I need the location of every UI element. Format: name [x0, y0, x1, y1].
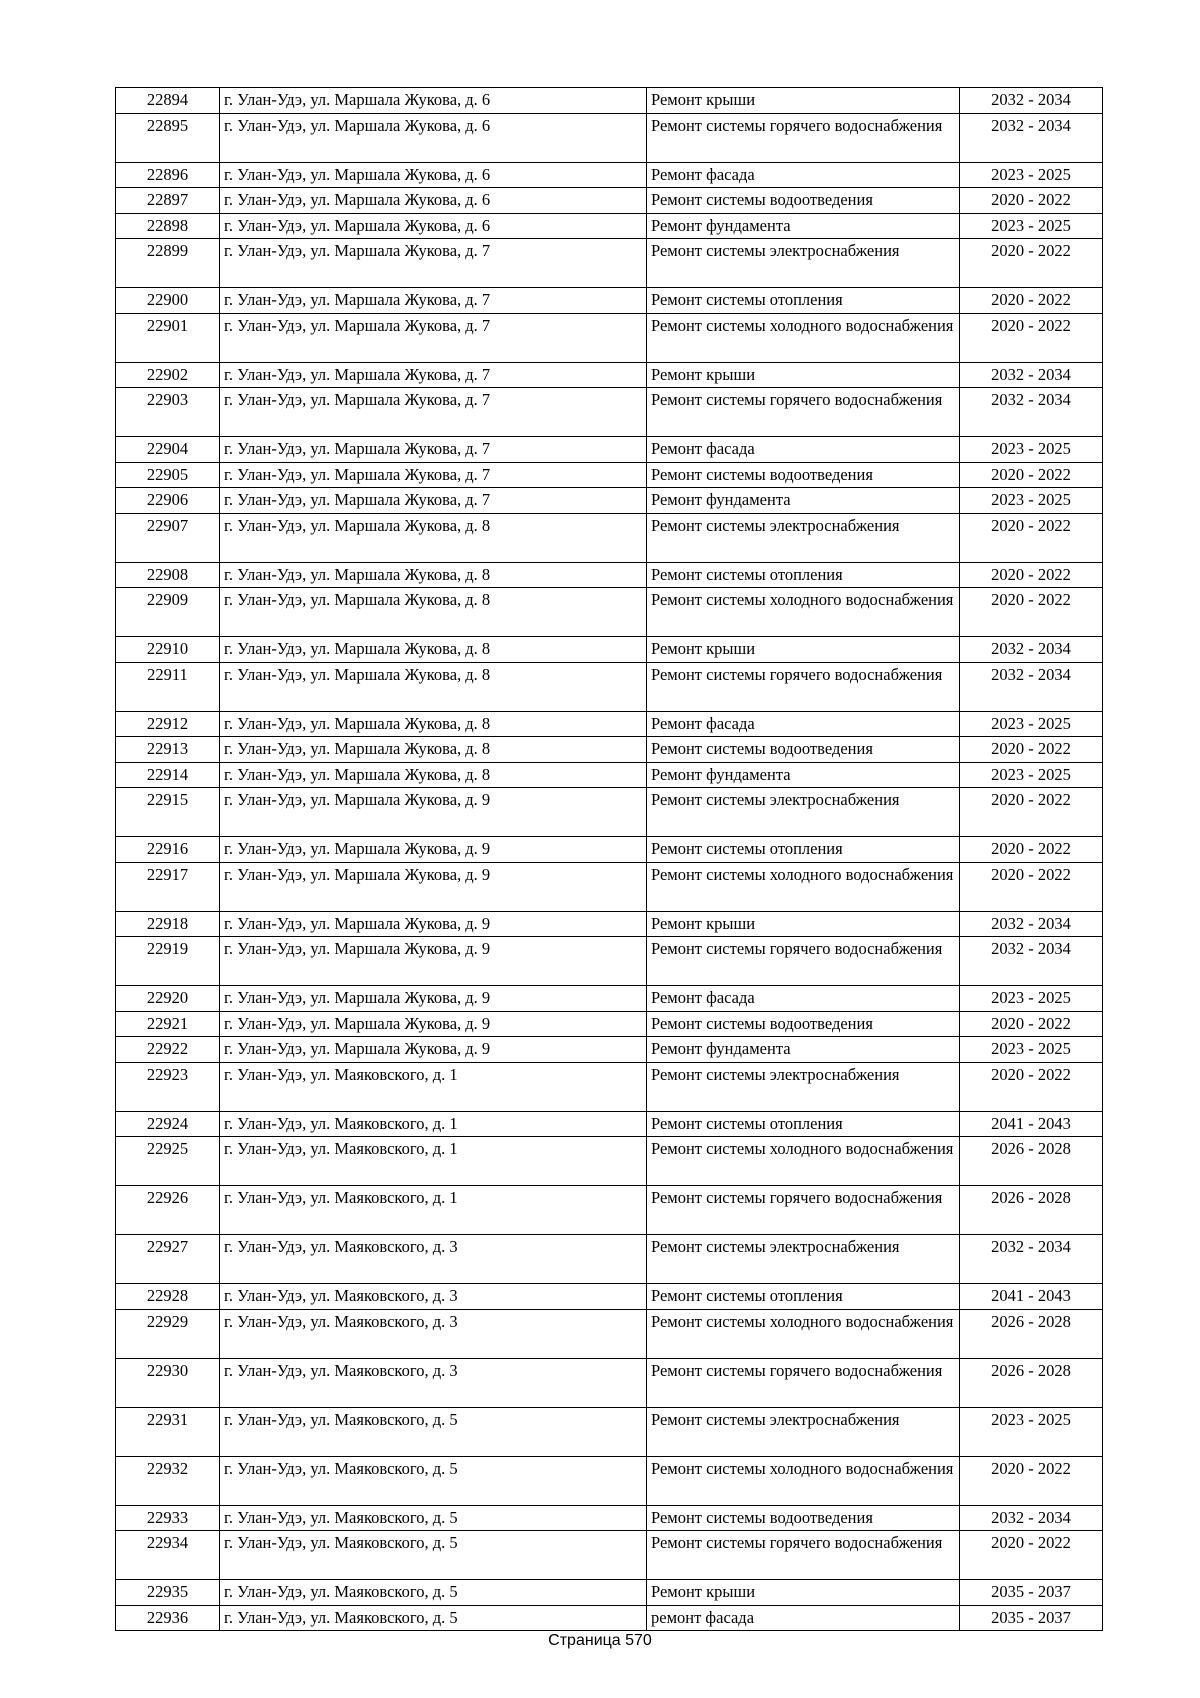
period-cell: 2032 - 2034	[960, 1235, 1103, 1284]
table-row	[116, 788, 1103, 837]
work-type-cell: Ремонт крыши	[647, 362, 960, 388]
row-number-cell: 22925	[116, 1137, 220, 1186]
work-type-cell: Ремонт системы отопления	[647, 288, 960, 314]
period-cell: 2023 - 2025	[960, 986, 1103, 1012]
table-row	[116, 1456, 1103, 1505]
address-cell: г. Улан-Удэ, ул. Маршала Жукова, д. 8	[220, 637, 647, 663]
address-cell: г. Улан-Удэ, ул. Маяковского, д. 3	[220, 1309, 647, 1358]
work-type-cell: Ремонт системы водоотведения	[647, 462, 960, 488]
work-type-cell: Ремонт фасада	[647, 711, 960, 737]
row-number-cell: 22922	[116, 1037, 220, 1063]
row-number-cell: 22930	[116, 1358, 220, 1407]
table-row	[116, 1137, 1103, 1186]
period-cell: 2023 - 2025	[960, 1037, 1103, 1063]
table-row	[116, 239, 1103, 288]
work-type-cell: Ремонт системы холодного водоснабжения	[647, 588, 960, 637]
work-type-cell: Ремонт системы электроснабжения	[647, 788, 960, 837]
table-row	[116, 437, 1103, 463]
work-type-cell: Ремонт системы горячего водоснабжения	[647, 662, 960, 711]
address-cell: г. Улан-Удэ, ул. Маршала Жукова, д. 8	[220, 562, 647, 588]
table-row	[116, 1037, 1103, 1063]
period-cell: 2020 - 2022	[960, 513, 1103, 562]
work-type-cell: Ремонт фасада	[647, 162, 960, 188]
work-type-cell: Ремонт крыши	[647, 911, 960, 937]
table-row	[116, 1531, 1103, 1580]
table-row	[116, 1605, 1103, 1631]
address-cell: г. Улан-Удэ, ул. Маяковского, д. 3	[220, 1284, 647, 1310]
address-cell: г. Улан-Удэ, ул. Маршала Жукова, д. 9	[220, 1011, 647, 1037]
work-type-cell: Ремонт системы холодного водоснабжения	[647, 1137, 960, 1186]
row-number-cell: 22932	[116, 1456, 220, 1505]
address-cell: г. Улан-Удэ, ул. Маршала Жукова, д. 9	[220, 1037, 647, 1063]
address-cell: г. Улан-Удэ, ул. Маяковского, д. 1	[220, 1062, 647, 1111]
address-cell: г. Улан-Удэ, ул. Маршала Жукова, д. 8	[220, 737, 647, 763]
period-cell: 2032 - 2034	[960, 637, 1103, 663]
address-cell: г. Улан-Удэ, ул. Маршала Жукова, д. 7	[220, 462, 647, 488]
table-row	[116, 911, 1103, 937]
table-row	[116, 637, 1103, 663]
work-type-cell: Ремонт системы водоотведения	[647, 737, 960, 763]
row-number-cell: 22929	[116, 1309, 220, 1358]
work-type-cell: Ремонт системы электроснабжения	[647, 1062, 960, 1111]
address-cell: г. Улан-Удэ, ул. Маяковского, д. 5	[220, 1505, 647, 1531]
row-number-cell: 22918	[116, 911, 220, 937]
period-cell: 2020 - 2022	[960, 837, 1103, 863]
row-number-cell: 22907	[116, 513, 220, 562]
work-type-cell: Ремонт системы электроснабжения	[647, 239, 960, 288]
row-number-cell: 22902	[116, 362, 220, 388]
table-row	[116, 313, 1103, 362]
period-cell: 2032 - 2034	[960, 113, 1103, 162]
row-number-cell: 22904	[116, 437, 220, 463]
address-cell: г. Улан-Удэ, ул. Маршала Жукова, д. 8	[220, 588, 647, 637]
period-cell: 2020 - 2022	[960, 188, 1103, 214]
period-cell: 2032 - 2034	[960, 937, 1103, 986]
work-type-cell: Ремонт фундамента	[647, 762, 960, 788]
period-cell: 2032 - 2034	[960, 362, 1103, 388]
work-type-cell: Ремонт системы электроснабжения	[647, 1407, 960, 1456]
work-type-cell: Ремонт системы холодного водоснабжения	[647, 1456, 960, 1505]
row-number-cell: 22894	[116, 88, 220, 114]
address-cell: г. Улан-Удэ, ул. Маршала Жукова, д. 7	[220, 362, 647, 388]
work-type-cell: Ремонт фасада	[647, 437, 960, 463]
work-type-cell: Ремонт системы холодного водоснабжения	[647, 313, 960, 362]
table-row	[116, 762, 1103, 788]
period-cell: 2023 - 2025	[960, 711, 1103, 737]
row-number-cell: 22923	[116, 1062, 220, 1111]
period-cell: 2035 - 2037	[960, 1605, 1103, 1631]
work-type-cell: Ремонт системы горячего водоснабжения	[647, 1358, 960, 1407]
table-row	[116, 213, 1103, 239]
address-cell: г. Улан-Удэ, ул. Маршала Жукова, д. 9	[220, 862, 647, 911]
address-cell: г. Улан-Удэ, ул. Маяковского, д. 5	[220, 1407, 647, 1456]
table-row	[116, 562, 1103, 588]
address-cell: г. Улан-Удэ, ул. Маршала Жукова, д. 9	[220, 837, 647, 863]
table-row	[116, 513, 1103, 562]
address-cell: г. Улан-Удэ, ул. Маяковского, д. 3	[220, 1235, 647, 1284]
address-cell: г. Улан-Удэ, ул. Маршала Жукова, д. 6	[220, 113, 647, 162]
repair-schedule-table	[115, 87, 1103, 1631]
work-type-cell: Ремонт крыши	[647, 637, 960, 663]
work-type-cell: Ремонт системы электроснабжения	[647, 1235, 960, 1284]
row-number-cell: 22931	[116, 1407, 220, 1456]
period-cell: 2020 - 2022	[960, 737, 1103, 763]
address-cell: г. Улан-Удэ, ул. Маршала Жукова, д. 9	[220, 937, 647, 986]
period-cell: 2041 - 2043	[960, 1111, 1103, 1137]
row-number-cell: 22901	[116, 313, 220, 362]
table-row	[116, 488, 1103, 514]
address-cell: г. Улан-Удэ, ул. Маяковского, д. 5	[220, 1605, 647, 1631]
address-cell: г. Улан-Удэ, ул. Маршала Жукова, д. 7	[220, 388, 647, 437]
address-cell: г. Улан-Удэ, ул. Маршала Жукова, д. 8	[220, 711, 647, 737]
period-cell: 2023 - 2025	[960, 213, 1103, 239]
row-number-cell: 22905	[116, 462, 220, 488]
row-number-cell: 22920	[116, 986, 220, 1012]
table-row	[116, 288, 1103, 314]
work-type-cell: Ремонт системы отопления	[647, 1111, 960, 1137]
row-number-cell: 22924	[116, 1111, 220, 1137]
period-cell: 2026 - 2028	[960, 1137, 1103, 1186]
row-number-cell: 22936	[116, 1605, 220, 1631]
work-type-cell: Ремонт крыши	[647, 88, 960, 114]
period-cell: 2020 - 2022	[960, 1456, 1103, 1505]
row-number-cell: 22906	[116, 488, 220, 514]
row-number-cell: 22928	[116, 1284, 220, 1310]
row-number-cell: 22933	[116, 1505, 220, 1531]
period-cell: 2020 - 2022	[960, 588, 1103, 637]
period-cell: 2032 - 2034	[960, 911, 1103, 937]
work-type-cell: Ремонт системы горячего водоснабжения	[647, 388, 960, 437]
table-row	[116, 1309, 1103, 1358]
period-cell: 2032 - 2034	[960, 88, 1103, 114]
address-cell: г. Улан-Удэ, ул. Маяковского, д. 5	[220, 1580, 647, 1606]
work-type-cell: Ремонт системы электроснабжения	[647, 513, 960, 562]
work-type-cell: Ремонт системы горячего водоснабжения	[647, 1186, 960, 1235]
work-type-cell: Ремонт фундамента	[647, 1037, 960, 1063]
row-number-cell: 22895	[116, 113, 220, 162]
address-cell: г. Улан-Удэ, ул. Маршала Жукова, д. 8	[220, 662, 647, 711]
page-number: Страница 570	[548, 1632, 652, 1649]
work-type-cell: Ремонт фасада	[647, 986, 960, 1012]
row-number-cell: 22896	[116, 162, 220, 188]
work-type-cell: ремонт фасада	[647, 1605, 960, 1631]
table-row	[116, 1186, 1103, 1235]
work-type-cell: Ремонт крыши	[647, 1580, 960, 1606]
work-type-cell: Ремонт системы водоотведения	[647, 188, 960, 214]
table-row	[116, 1011, 1103, 1037]
row-number-cell: 22909	[116, 588, 220, 637]
table-row	[116, 1580, 1103, 1606]
period-cell: 2026 - 2028	[960, 1309, 1103, 1358]
period-cell: 2020 - 2022	[960, 562, 1103, 588]
period-cell: 2041 - 2043	[960, 1284, 1103, 1310]
work-type-cell: Ремонт фундамента	[647, 488, 960, 514]
document-page	[115, 87, 1103, 1631]
address-cell: г. Улан-Удэ, ул. Маршала Жукова, д. 6	[220, 213, 647, 239]
row-number-cell: 22934	[116, 1531, 220, 1580]
address-cell: г. Улан-Удэ, ул. Маяковского, д. 1	[220, 1137, 647, 1186]
table-body	[116, 88, 1103, 1631]
period-cell: 2020 - 2022	[960, 313, 1103, 362]
table-row	[116, 1062, 1103, 1111]
row-number-cell: 22903	[116, 388, 220, 437]
period-cell: 2020 - 2022	[960, 462, 1103, 488]
table-row	[116, 737, 1103, 763]
period-cell: 2023 - 2025	[960, 1407, 1103, 1456]
row-number-cell: 22900	[116, 288, 220, 314]
table-row	[116, 88, 1103, 114]
row-number-cell: 22908	[116, 562, 220, 588]
period-cell: 2020 - 2022	[960, 862, 1103, 911]
period-cell: 2020 - 2022	[960, 788, 1103, 837]
row-number-cell: 22935	[116, 1580, 220, 1606]
period-cell: 2020 - 2022	[960, 239, 1103, 288]
address-cell: г. Улан-Удэ, ул. Маршала Жукова, д. 8	[220, 762, 647, 788]
address-cell: г. Улан-Удэ, ул. Маршала Жукова, д. 8	[220, 513, 647, 562]
row-number-cell: 22914	[116, 762, 220, 788]
address-cell: г. Улан-Удэ, ул. Маяковского, д. 1	[220, 1186, 647, 1235]
work-type-cell: Ремонт системы водоотведения	[647, 1011, 960, 1037]
period-cell: 2032 - 2034	[960, 662, 1103, 711]
table-row	[116, 862, 1103, 911]
period-cell: 2020 - 2022	[960, 288, 1103, 314]
period-cell: 2020 - 2022	[960, 1062, 1103, 1111]
row-number-cell: 22911	[116, 662, 220, 711]
table-row	[116, 362, 1103, 388]
period-cell: 2023 - 2025	[960, 762, 1103, 788]
address-cell: г. Улан-Удэ, ул. Маршала Жукова, д. 6	[220, 162, 647, 188]
address-cell: г. Улан-Удэ, ул. Маршала Жукова, д. 6	[220, 88, 647, 114]
address-cell: г. Улан-Удэ, ул. Маршала Жукова, д. 7	[220, 437, 647, 463]
table-row	[116, 1235, 1103, 1284]
period-cell: 2035 - 2037	[960, 1580, 1103, 1606]
address-cell: г. Улан-Удэ, ул. Маршала Жукова, д. 9	[220, 911, 647, 937]
table-row	[116, 986, 1103, 1012]
work-type-cell: Ремонт системы горячего водоснабжения	[647, 1531, 960, 1580]
work-type-cell: Ремонт системы горячего водоснабжения	[647, 113, 960, 162]
address-cell: г. Улан-Удэ, ул. Маяковского, д. 5	[220, 1456, 647, 1505]
period-cell: 2020 - 2022	[960, 1531, 1103, 1580]
address-cell: г. Улан-Удэ, ул. Маршала Жукова, д. 7	[220, 488, 647, 514]
row-number-cell: 22910	[116, 637, 220, 663]
table-row	[116, 662, 1103, 711]
work-type-cell: Ремонт системы горячего водоснабжения	[647, 937, 960, 986]
address-cell: г. Улан-Удэ, ул. Маршала Жукова, д. 7	[220, 313, 647, 362]
table-row	[116, 188, 1103, 214]
address-cell: г. Улан-Удэ, ул. Маршала Жукова, д. 7	[220, 239, 647, 288]
period-cell: 2023 - 2025	[960, 162, 1103, 188]
table-row	[116, 388, 1103, 437]
table-row	[116, 711, 1103, 737]
work-type-cell: Ремонт системы отопления	[647, 562, 960, 588]
work-type-cell: Ремонт системы отопления	[647, 1284, 960, 1310]
table-row	[116, 113, 1103, 162]
table-row	[116, 1284, 1103, 1310]
table-row	[116, 937, 1103, 986]
row-number-cell: 22898	[116, 213, 220, 239]
table-row	[116, 837, 1103, 863]
work-type-cell: Ремонт фундамента	[647, 213, 960, 239]
period-cell: 2023 - 2025	[960, 488, 1103, 514]
row-number-cell: 22912	[116, 711, 220, 737]
table-row	[116, 588, 1103, 637]
address-cell: г. Улан-Удэ, ул. Маршала Жукова, д. 9	[220, 986, 647, 1012]
row-number-cell: 22926	[116, 1186, 220, 1235]
address-cell: г. Улан-Удэ, ул. Маршала Жукова, д. 9	[220, 788, 647, 837]
period-cell: 2020 - 2022	[960, 1011, 1103, 1037]
table-row	[116, 1407, 1103, 1456]
row-number-cell: 22916	[116, 837, 220, 863]
table-row	[116, 1505, 1103, 1531]
row-number-cell: 22899	[116, 239, 220, 288]
address-cell: г. Улан-Удэ, ул. Маяковского, д. 3	[220, 1358, 647, 1407]
address-cell: г. Улан-Удэ, ул. Маяковского, д. 1	[220, 1111, 647, 1137]
work-type-cell: Ремонт системы водоотведения	[647, 1505, 960, 1531]
row-number-cell: 22897	[116, 188, 220, 214]
work-type-cell: Ремонт системы отопления	[647, 837, 960, 863]
table-row	[116, 162, 1103, 188]
period-cell: 2023 - 2025	[960, 437, 1103, 463]
address-cell: г. Улан-Удэ, ул. Маяковского, д. 5	[220, 1531, 647, 1580]
row-number-cell: 22927	[116, 1235, 220, 1284]
period-cell: 2032 - 2034	[960, 1505, 1103, 1531]
address-cell: г. Улан-Удэ, ул. Маршала Жукова, д. 6	[220, 188, 647, 214]
row-number-cell: 22913	[116, 737, 220, 763]
table-row	[116, 1111, 1103, 1137]
table-row	[116, 462, 1103, 488]
row-number-cell: 22915	[116, 788, 220, 837]
address-cell: г. Улан-Удэ, ул. Маршала Жукова, д. 7	[220, 288, 647, 314]
period-cell: 2032 - 2034	[960, 388, 1103, 437]
work-type-cell: Ремонт системы холодного водоснабжения	[647, 862, 960, 911]
work-type-cell: Ремонт системы холодного водоснабжения	[647, 1309, 960, 1358]
period-cell: 2026 - 2028	[960, 1186, 1103, 1235]
table-row	[116, 1358, 1103, 1407]
period-cell: 2026 - 2028	[960, 1358, 1103, 1407]
row-number-cell: 22917	[116, 862, 220, 911]
row-number-cell: 22921	[116, 1011, 220, 1037]
row-number-cell: 22919	[116, 937, 220, 986]
